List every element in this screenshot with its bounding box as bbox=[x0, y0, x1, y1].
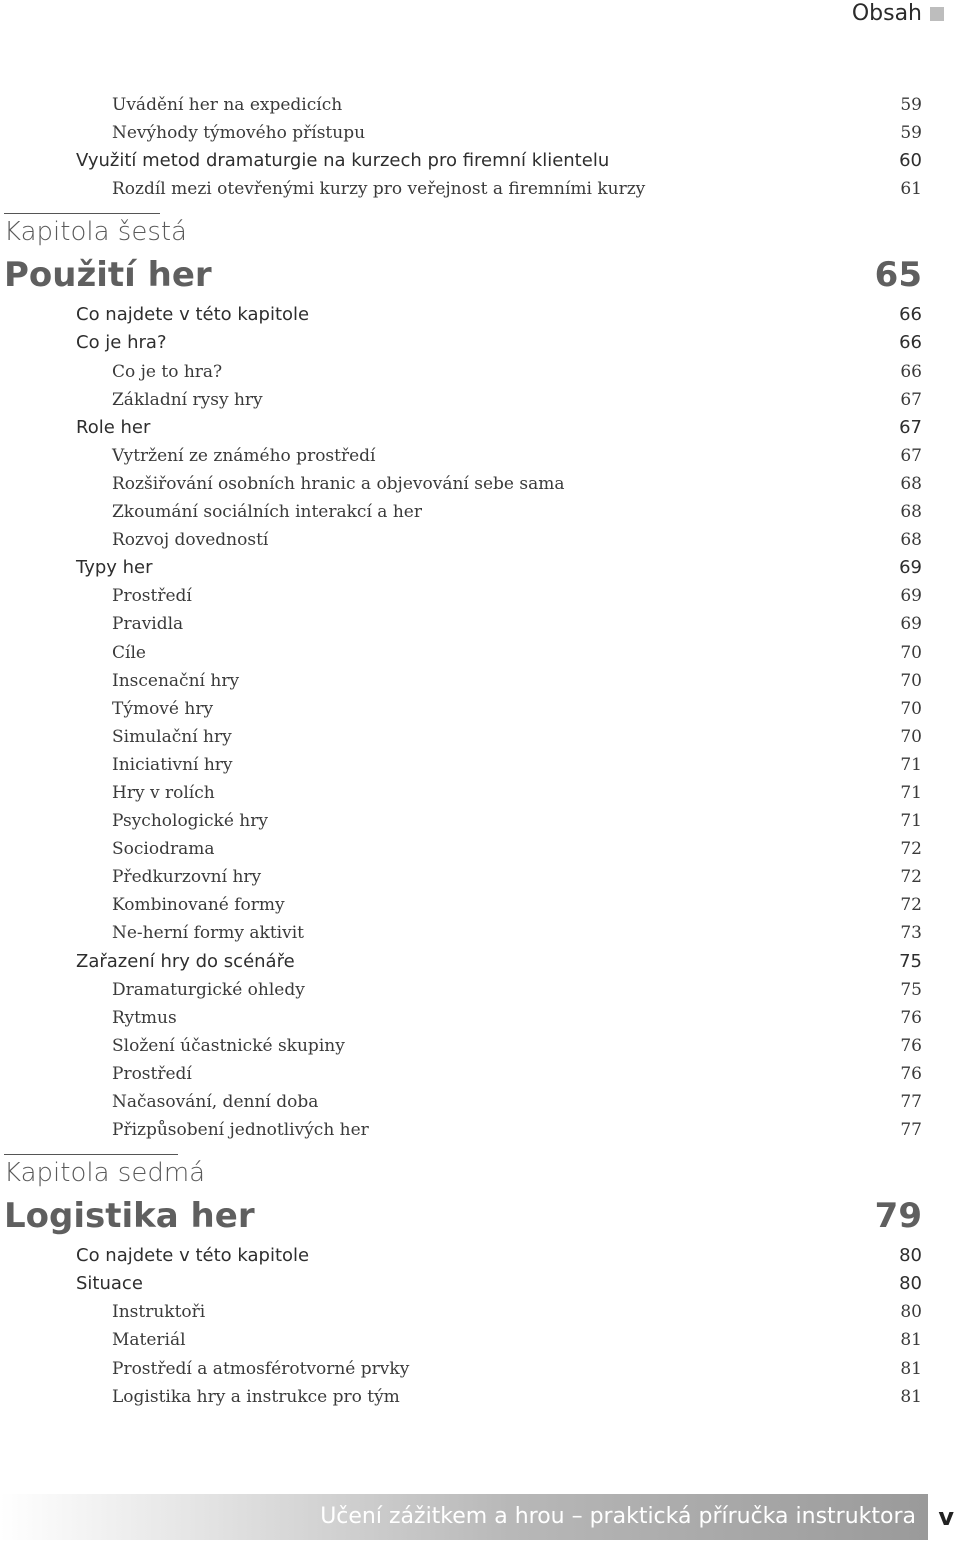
toc-entry-page: 77 bbox=[900, 1092, 922, 1112]
toc-entry-page: 68 bbox=[900, 473, 922, 494]
toc-entry-section bbox=[0, 329, 960, 357]
toc-entry-page: 81 bbox=[900, 1330, 922, 1351]
chapter-page-number: 79 bbox=[874, 1196, 922, 1237]
toc-entry-subsection bbox=[0, 1326, 960, 1354]
footer-page-number: v bbox=[938, 1503, 954, 1531]
toc-entry-section bbox=[0, 948, 960, 976]
toc-entry-subsection bbox=[0, 779, 960, 807]
toc-entry-page: 67 bbox=[900, 445, 922, 466]
toc-entry-page: 71 bbox=[900, 811, 922, 832]
toc-entry-page: 67 bbox=[899, 416, 922, 438]
chapter-heading-6 bbox=[0, 203, 960, 301]
toc-entry-label: Co je to hra? bbox=[112, 361, 223, 382]
toc-entry-label: Vytržení ze známého prostředí bbox=[112, 445, 376, 466]
toc-entry-section bbox=[0, 554, 960, 582]
toc-entry-page: 75 bbox=[900, 979, 922, 1000]
chapter-page-number: 65 bbox=[874, 255, 922, 296]
toc-entry-page: 71 bbox=[900, 782, 922, 803]
toc-entry-label: Co najdete v této kapitole bbox=[76, 1245, 310, 1267]
toc-entry-label: Složení účastnické skupiny bbox=[112, 1035, 345, 1056]
toc-entry-label: Simulační hry bbox=[112, 726, 232, 747]
toc-entry-subsection bbox=[0, 667, 960, 695]
toc-entry-subsection bbox=[0, 175, 960, 203]
toc-entry-page: 66 bbox=[899, 332, 922, 354]
toc-entry-label: Materiál bbox=[112, 1330, 186, 1351]
toc-chapter-6-entries bbox=[0, 301, 960, 1144]
toc-entry-section bbox=[0, 414, 960, 442]
toc-entry-subsection bbox=[0, 639, 960, 667]
toc-entry-label: Uvádění her na expedicích bbox=[112, 95, 343, 115]
toc-entry-page: 67 bbox=[900, 389, 922, 410]
toc-entry-page: 72 bbox=[900, 867, 922, 888]
toc-entry-label: Základní rysy hry bbox=[112, 389, 263, 410]
table-of-contents bbox=[0, 91, 960, 1411]
toc-entry-page: 69 bbox=[900, 614, 922, 635]
toc-entry-subsection bbox=[0, 1060, 960, 1088]
chapter-heading-7 bbox=[0, 1144, 960, 1242]
toc-entry-page: 69 bbox=[899, 557, 922, 579]
chapter-title: Použití her bbox=[4, 255, 212, 296]
toc-entry-page: 76 bbox=[900, 1007, 922, 1028]
toc-entry-label: Cíle bbox=[112, 642, 146, 663]
toc-entry-label: Iniciativní hry bbox=[112, 754, 233, 775]
toc-entry-section bbox=[0, 1270, 960, 1298]
chapter-kicker: Kapitola sedmá bbox=[4, 1158, 206, 1189]
footer-book-title: Učení zážitkem a hrou – praktická příručka instruktora bbox=[320, 1504, 916, 1529]
header-title: Obsah bbox=[851, 1, 922, 26]
toc-entry-label: Přizpůsobení jednotlivých her bbox=[112, 1120, 369, 1141]
toc-entry-page: 71 bbox=[900, 754, 922, 775]
toc-entry-page: 69 bbox=[900, 586, 922, 607]
toc-section-top bbox=[0, 91, 960, 203]
toc-entry-subsection bbox=[0, 358, 960, 386]
toc-entry-page: 70 bbox=[900, 670, 922, 691]
toc-entry-label: Prostředí bbox=[112, 1063, 192, 1084]
toc-entry-label: Rytmus bbox=[112, 1007, 177, 1028]
toc-entry-subsection bbox=[0, 751, 960, 779]
toc-entry-subsection bbox=[0, 835, 960, 863]
toc-entry-page: 66 bbox=[899, 304, 922, 326]
toc-entry-label: Dramaturgické ohledy bbox=[112, 979, 305, 1000]
toc-entry-page: 73 bbox=[900, 923, 922, 944]
toc-entry-label: Hry v rolích bbox=[112, 782, 215, 803]
toc-entry-section bbox=[0, 301, 960, 329]
toc-entry-label: Rozdíl mezi otevřenými kurzy pro veřejnost a firemními kurzy bbox=[112, 179, 646, 200]
toc-entry-label: Zkoumání sociálních interakcí a her bbox=[112, 502, 422, 523]
toc-entry-page: 70 bbox=[900, 642, 922, 663]
toc-entry-page: 70 bbox=[900, 698, 922, 719]
toc-entry-page: 59 bbox=[900, 95, 922, 115]
toc-entry-label: Prostředí bbox=[112, 586, 192, 607]
toc-entry-page: 59 bbox=[900, 123, 922, 144]
toc-entry-page: 61 bbox=[900, 179, 922, 200]
toc-entry-label: Co je hra? bbox=[76, 332, 167, 354]
toc-entry-page: 80 bbox=[900, 1302, 922, 1323]
toc-entry-subsection bbox=[0, 91, 960, 119]
chapter-title: Logistika her bbox=[4, 1196, 255, 1237]
toc-entry-label: Sociodrama bbox=[112, 839, 215, 860]
toc-entry-page: 70 bbox=[900, 726, 922, 747]
toc-entry-subsection bbox=[0, 807, 960, 835]
toc-entry-subsection bbox=[0, 863, 960, 891]
toc-entry-label: Týmové hry bbox=[112, 698, 214, 719]
toc-entry-page: 80 bbox=[899, 1245, 922, 1267]
toc-entry-subsection bbox=[0, 470, 960, 498]
chapter-kicker: Kapitola šestá bbox=[4, 217, 187, 248]
toc-entry-label: Instruktoři bbox=[112, 1302, 206, 1323]
toc-entry-subsection bbox=[0, 1088, 960, 1116]
toc-entry-subsection bbox=[0, 919, 960, 947]
toc-entry-label: Kombinované formy bbox=[112, 895, 285, 916]
toc-entry-page: 72 bbox=[900, 839, 922, 860]
toc-entry-label: Rozšiřování osobních hranic a objevování sebe sama bbox=[112, 473, 565, 494]
toc-entry-subsection bbox=[0, 891, 960, 919]
toc-entry-label: Pravidla bbox=[112, 614, 184, 635]
toc-entry-subsection bbox=[0, 498, 960, 526]
header-square-marker bbox=[930, 7, 944, 21]
toc-entry-subsection bbox=[0, 119, 960, 147]
toc-entry-page: 68 bbox=[900, 502, 922, 523]
toc-entry-subsection bbox=[0, 1004, 960, 1032]
toc-entry-label: Role her bbox=[76, 416, 151, 438]
toc-entry-page: 80 bbox=[899, 1273, 922, 1295]
toc-entry-label: Ne-herní formy aktivit bbox=[112, 923, 304, 944]
toc-entry-label: Předkurzovní hry bbox=[112, 867, 262, 888]
toc-entry-label: Načasování, denní doba bbox=[112, 1092, 319, 1112]
toc-entry-subsection bbox=[0, 723, 960, 751]
toc-entry-page: 66 bbox=[900, 361, 922, 382]
toc-entry-label: Typy her bbox=[76, 557, 153, 579]
toc-entry-page: 77 bbox=[900, 1120, 922, 1141]
toc-entry-subsection bbox=[0, 442, 960, 470]
toc-entry-label: Situace bbox=[76, 1273, 143, 1295]
toc-entry-page: 68 bbox=[900, 530, 922, 551]
toc-entry-page: 81 bbox=[900, 1358, 922, 1379]
toc-entry-subsection bbox=[0, 1032, 960, 1060]
chapter-rule bbox=[4, 1154, 178, 1155]
toc-entry-page: 81 bbox=[900, 1386, 922, 1407]
toc-entry-page: 76 bbox=[900, 1035, 922, 1056]
toc-entry-page: 72 bbox=[900, 895, 922, 916]
toc-entry-label: Nevýhody týmového přístupu bbox=[112, 123, 366, 144]
toc-entry-subsection bbox=[0, 1383, 960, 1411]
toc-chapter-7-entries bbox=[0, 1242, 960, 1411]
toc-entry-subsection bbox=[0, 976, 960, 1004]
toc-entry-label: Rozvoj dovedností bbox=[112, 530, 269, 551]
toc-entry-label: Logistika hry a instrukce pro tým bbox=[112, 1386, 400, 1407]
toc-entry-label: Co najdete v této kapitole bbox=[76, 304, 310, 326]
toc-entry-label: Prostředí a atmosférotvorné prvky bbox=[112, 1358, 410, 1379]
chapter-rule bbox=[4, 213, 160, 214]
toc-entry-label: Využití metod dramaturgie na kurzech pro firemní klientelu bbox=[76, 150, 610, 172]
toc-entry-label: Psychologické hry bbox=[112, 811, 268, 832]
toc-entry-subsection bbox=[0, 1298, 960, 1326]
toc-entry-subsection bbox=[0, 526, 960, 554]
toc-entry-page: 76 bbox=[900, 1063, 922, 1084]
toc-entry-subsection bbox=[0, 386, 960, 414]
running-header bbox=[852, 0, 922, 28]
toc-entry-subsection bbox=[0, 582, 960, 610]
toc-entry-label: Inscenační hry bbox=[112, 670, 240, 691]
toc-entry-page: 60 bbox=[899, 150, 922, 172]
toc-entry-section bbox=[0, 147, 960, 175]
toc-entry-section bbox=[0, 1242, 960, 1270]
toc-entry-page: 75 bbox=[899, 950, 922, 972]
toc-entry-subsection bbox=[0, 695, 960, 723]
toc-entry-subsection bbox=[0, 1355, 960, 1383]
toc-entry-label: Zařazení hry do scénáře bbox=[76, 950, 295, 972]
toc-entry-subsection bbox=[0, 610, 960, 638]
toc-entry-subsection bbox=[0, 1116, 960, 1144]
